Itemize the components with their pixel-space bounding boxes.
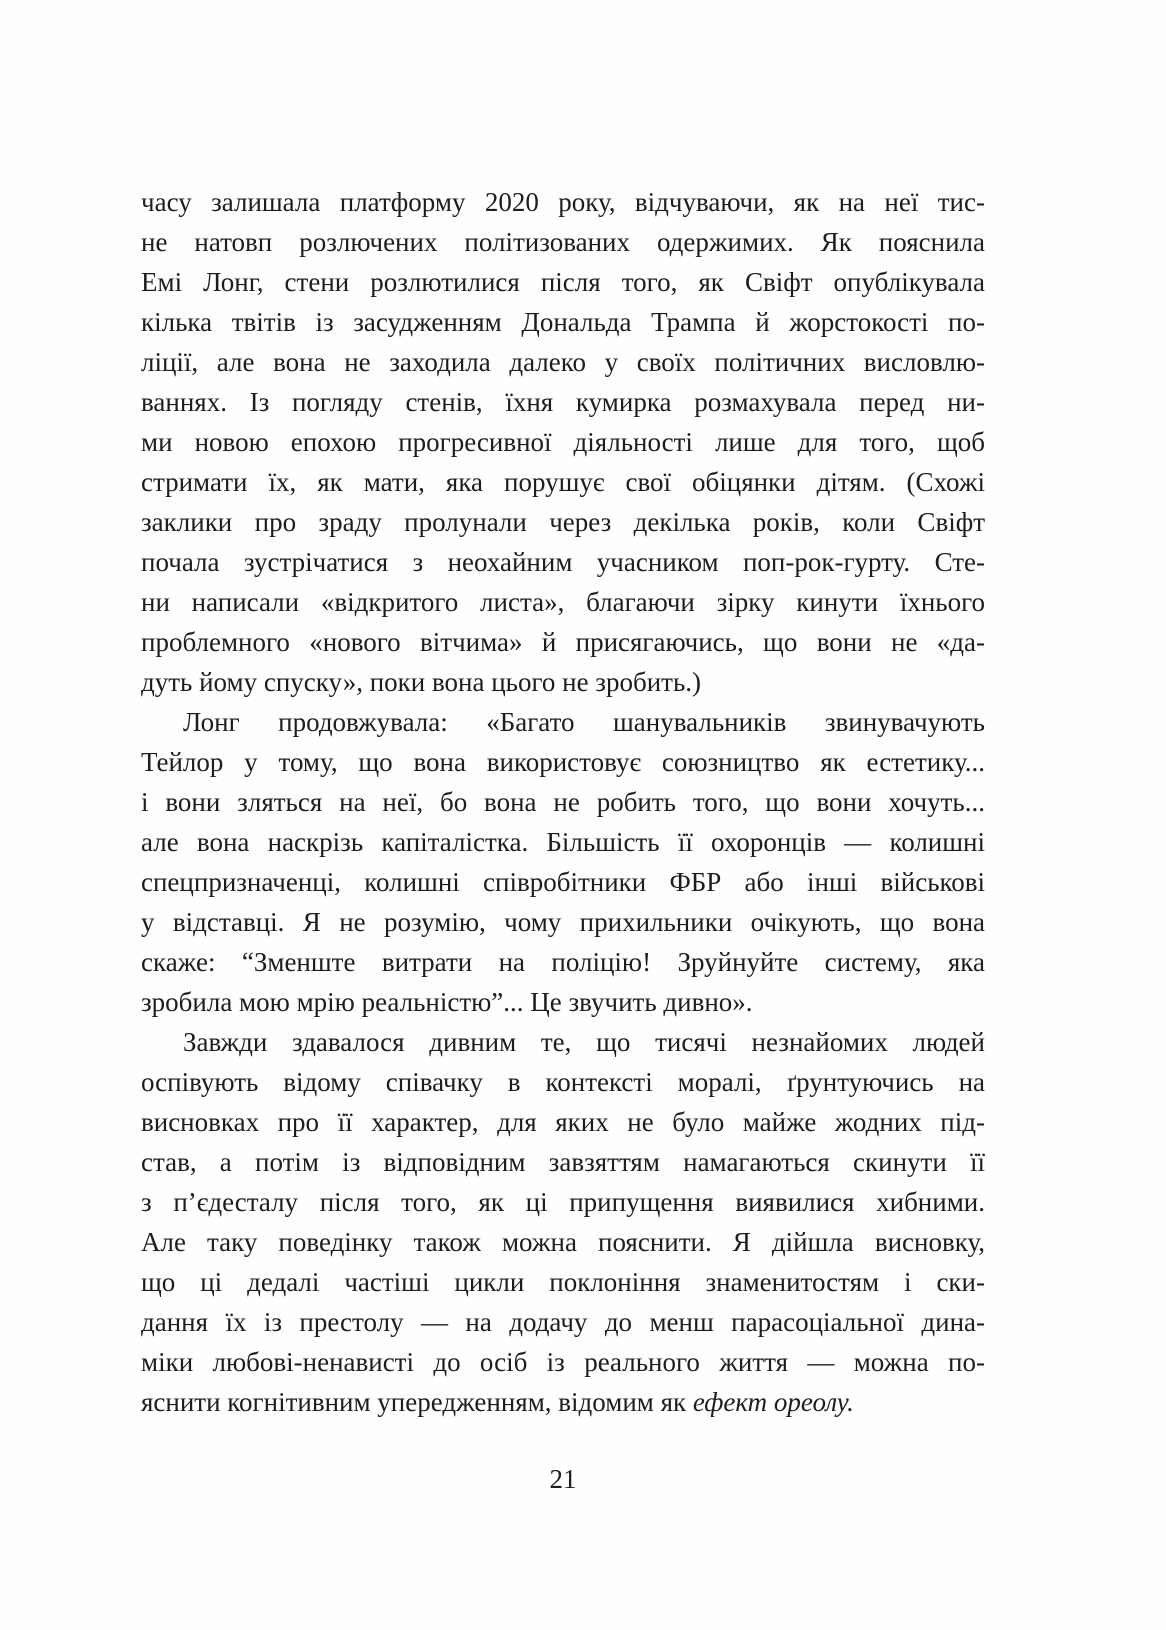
text-line: у відставці. Я не розумію, чому прихильники очікують, що вона [141,907,985,937]
text-line: і вони зляться на неї, бо вона не робить того, що вони хочуть... [141,787,985,817]
text-line: зробила мою мрію реальністю”... Це звучить дивно». [141,987,753,1017]
text-line: з п’єдесталу після того, як ці припущення виявилися хибними. [141,1187,985,1217]
text-line: Тейлор у тому, що вона використовує союзництво як естетику... [141,747,985,777]
text-line: що ці дедалі частіші цикли поклоніння знаменитостям і ски- [141,1267,985,1297]
text-line: Завжди здавалося дивним те, що тисячі незнайомих людей [183,1027,985,1057]
text-line: але вона наскрізь капіталістка. Більшість її охоронців — колишні [141,827,985,857]
text-line: Але таку поведінку також можна пояснити. Я дійшла висновку, [141,1227,985,1257]
text-line: стримати їх, як мати, яка порушує свої обіцянки дітям. (Схожі [141,467,985,497]
text-line: ваннях. Із погляду стенів, їхня кумирка розмахувала перед ни- [141,387,985,417]
text-line: дання їх із престолу — на додачу до менш парасоціальної дина- [141,1307,985,1337]
text-line: міки любові-ненависті до осіб із реального життя — можна по- [141,1347,985,1377]
body-text [141,182,985,1422]
text-line: ліції, але вона не заходила далеко у своїх політичних висловлю- [141,347,985,377]
text-line: оспівують відому співачку в контексті моралі, ґрунтуючись на [141,1067,985,1097]
text-line: Емі Лонг, стени розлютилися після того, як Свіфт опублікувала [141,267,985,297]
text-line: проблемного «нового вітчима» й присягаючись, що вони не «да- [141,627,985,657]
final-line-italic: ефект ореолу. [692,1387,854,1417]
text-line: почала зустрічатися з неохайним учасником поп-рок-гурту. Сте- [141,547,985,577]
text-line: спецпризначенці, колишні співробітники ФБР або інші військові [141,867,985,897]
text-line: висновках про її характер, для яких не було майже жодних під- [141,1107,985,1137]
text-line: часу залишала платформу 2020 року, відчуваючи, як на неї тис- [141,187,985,217]
text-line: ни написали «відкритого листа», благаючи зірку кинути їхнього [141,587,985,617]
text-line: ми новою епохою прогресивної діяльності лише для того, щоб [141,427,985,457]
text-line-final [141,1382,985,1422]
text-line: дуть йому спуску», поки вона цього не зробить.) [141,667,702,697]
text-line: кілька твітів із засудженням Дональда Трампа й жорстокості по- [141,307,985,337]
text-line: скаже: “Зменште витрати на поліцію! Зруйнуйте систему, яка [141,947,985,977]
text-line: став, а потім із відповідним завзяттям намагаються скинути її [141,1147,985,1177]
text-line: не натовп розлючених політизованих одержимих. Як пояснила [141,227,985,257]
page-number: 21 [549,1464,577,1494]
text-line: заклики про зраду пролунали через декілька років, коли Свіфт [141,507,985,537]
final-line-regular: яснити когнітивним упередженням, відомим як [141,1387,693,1417]
text-line: Лонг продовжувала: «Багато шанувальників звинувачують [183,707,985,737]
